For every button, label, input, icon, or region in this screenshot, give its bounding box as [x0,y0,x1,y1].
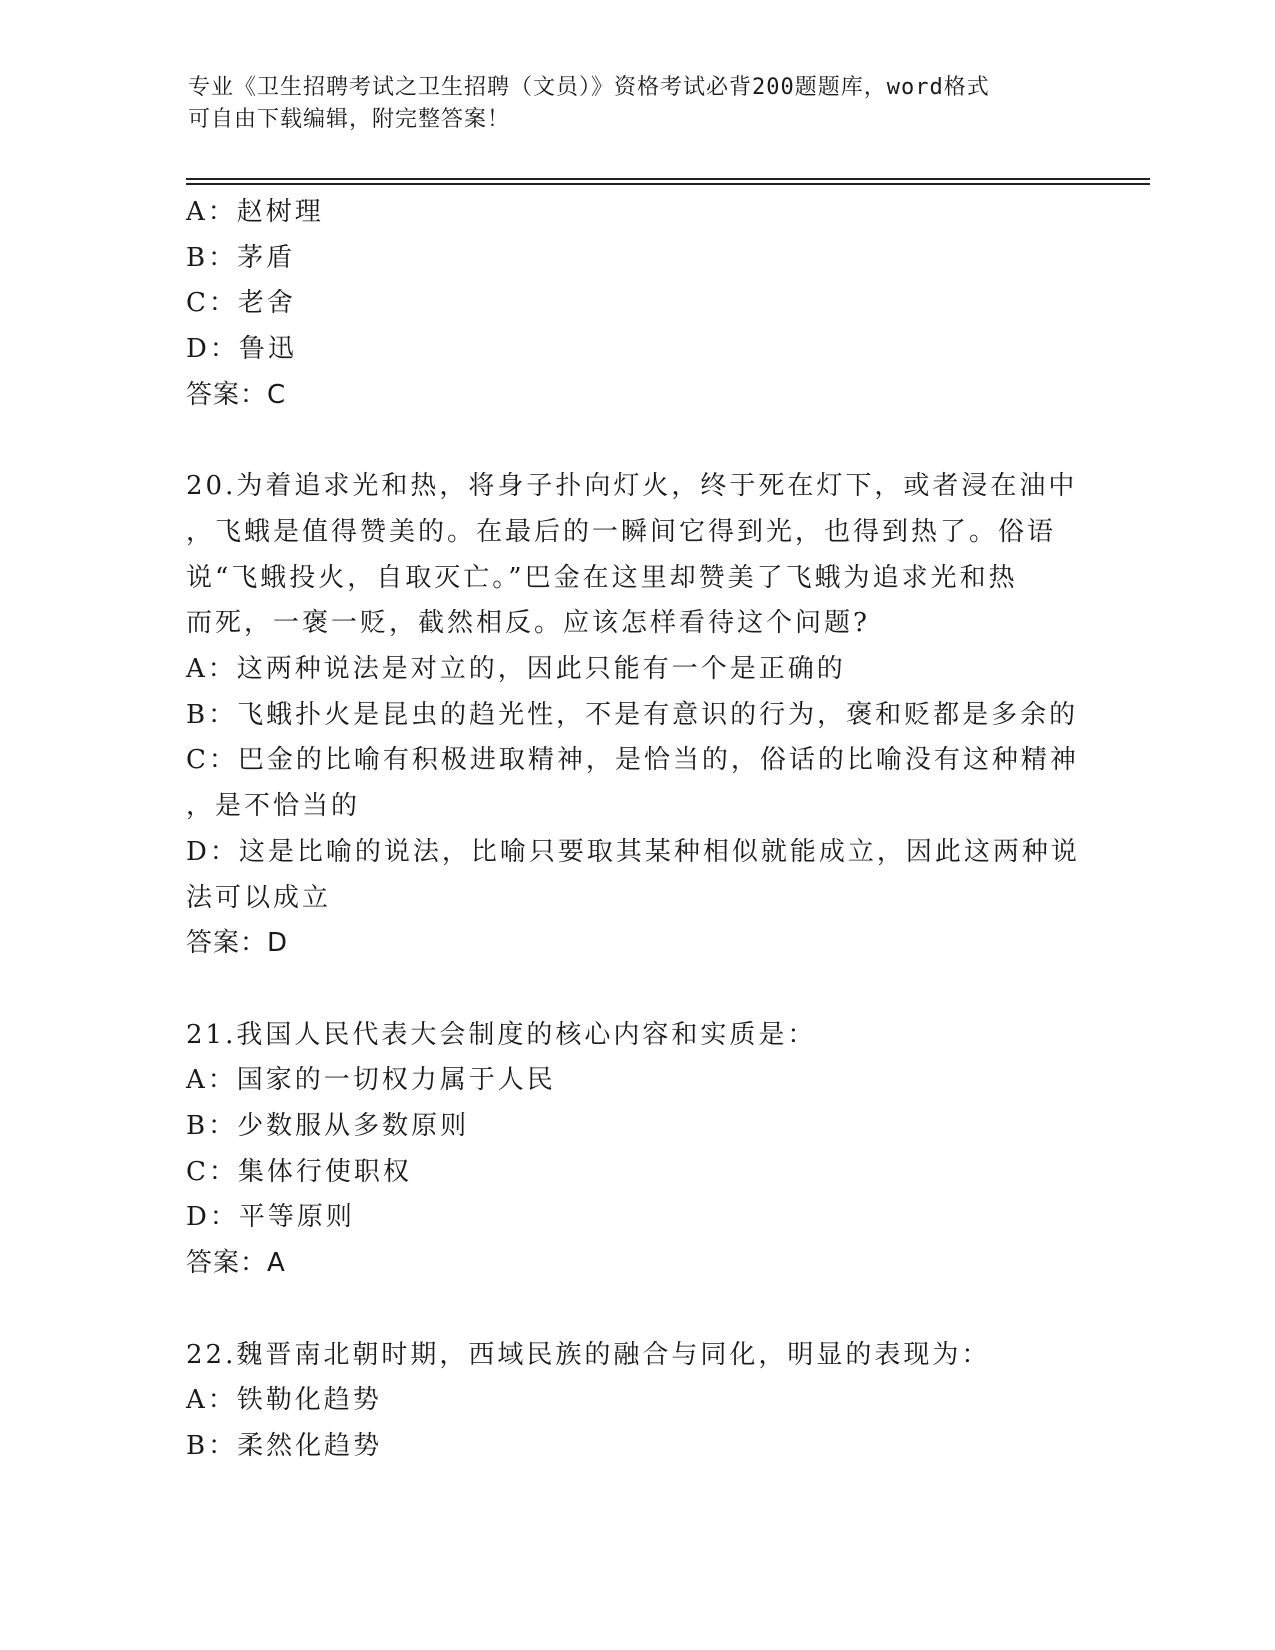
option-a: A：这两种说法是对立的，因此只能有一个是正确的 [186,654,846,685]
option-d-continued: 法可以成立 [186,882,332,913]
answer: 答案：A [186,1248,286,1279]
spacer [186,419,1086,465]
spacer [186,1287,1086,1333]
question-20-block [186,464,1086,967]
header-rule-bottom [186,183,1150,185]
option-b: B：柔然化趋势 [186,1430,383,1461]
option-d: D：鲁迅 [186,334,297,365]
question-content [186,190,1086,1470]
option-d: D：平等原则 [186,1202,355,1233]
answer: 答案：C [186,379,287,410]
option-a: A：赵树理 [186,197,324,227]
option-c: C：集体行使职权 [186,1156,412,1187]
question-stem-line: 22.魏晋南北朝时期，西域民族的融合与同化，明显的表现为： [186,1339,991,1370]
option-a: A：国家的一切权力属于人民 [186,1065,556,1096]
option-b: B：飞蛾扑火是昆虫的趋光性，不是有意识的行为，褒和贬都是多余的 [186,699,1079,730]
option-b: B：少数服从多数原则 [186,1111,470,1142]
option-c: C：老舍 [186,288,296,319]
question-stem-line: 21.我国人民代表大会制度的核心内容和实质是： [186,1019,817,1050]
header-rule-top [186,178,1150,180]
option-c: C：巴金的比喻有积极进取精神，是恰当的，俗话的比喻没有这种精神 [186,745,1079,776]
header-line-2: 可自由下载编辑，附完整答案！ [188,107,511,132]
answer: 答案：D [186,928,289,959]
option-d: D：这是比喻的说法，比喻只要取其某种相似就能成立，因此这两种说 [186,836,1080,867]
question-22-block [186,1333,1086,1470]
question-stem-line: ，飞蛾是值得赞美的。在最后的一瞬间它得到光，也得到热了。俗语 [186,516,1057,547]
question-stem-line: 20.为着追求光和热，将身子扑向灯火，终于死在灯下，或者浸在油中 [186,471,1078,502]
header-line-1: 专业《卫生招聘考试之卫生招聘（文员）》资格考试必背200题题库，word格式 [188,75,990,100]
spacer [186,967,1086,1013]
document-header [188,72,1068,136]
question-19-block [186,190,1086,419]
option-a: A：铁勒化趋势 [186,1385,382,1416]
question-21-block [186,1013,1086,1287]
question-stem-line: 说“飞蛾投火，自取灭亡。”巴金在这里却赞美了飞蛾为追求光和热 [186,562,1018,593]
option-c-continued: ，是不恰当的 [186,791,361,822]
question-stem-line: 而死，一褒一贬，截然相反。应该怎样看待这个问题? [186,608,870,639]
option-b: B：茅盾 [186,242,296,273]
